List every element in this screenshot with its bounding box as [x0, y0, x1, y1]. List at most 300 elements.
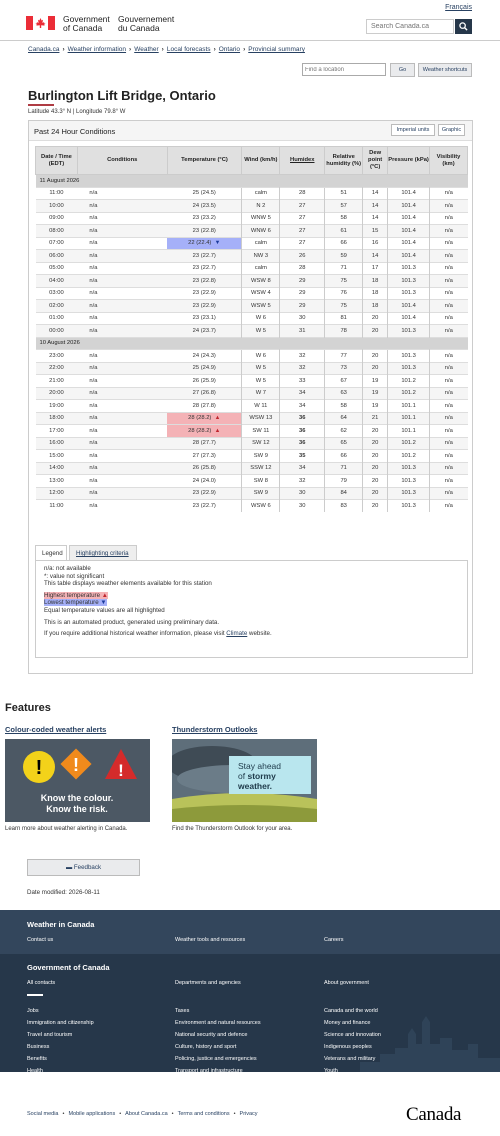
- cell-visibility: n/a: [430, 312, 468, 325]
- cell-dewpoint: 20: [363, 325, 388, 338]
- cell-temperature: [167, 500, 242, 513]
- cell-dewpoint: 19: [363, 400, 388, 413]
- parliament-silhouette: [360, 1014, 500, 1072]
- cell-temperature: [167, 400, 242, 413]
- footer-tools-link[interactable]: Weather tools and resources: [175, 937, 246, 943]
- cell-pressure: 101.4: [388, 312, 430, 325]
- cell-conditions: n/a: [77, 212, 167, 225]
- panel-header: [29, 121, 472, 141]
- gov-fr-line2: du Canada: [118, 23, 160, 33]
- cell-humidex: 28: [280, 262, 325, 275]
- breadcrumb-sep: ›: [129, 46, 132, 53]
- cell-dewpoint: 15: [363, 225, 388, 238]
- cell-humidex: 27: [280, 237, 325, 250]
- temp-value: 23: [192, 290, 200, 297]
- language-toggle-link[interactable]: Français: [445, 4, 472, 11]
- temp-precise: (27.3): [200, 452, 216, 459]
- cell-humidity: 83: [325, 500, 363, 513]
- cell-humidity: 71: [325, 462, 363, 475]
- temp-precise: (24.3): [200, 352, 216, 359]
- cell-time: 09:00: [36, 212, 78, 225]
- cell-conditions: n/a: [77, 425, 167, 438]
- cell-dewpoint: 18: [363, 287, 388, 300]
- temp-value: 23: [192, 227, 200, 234]
- table-header-row: [36, 147, 468, 175]
- breadcrumb: [28, 46, 305, 53]
- cell-dewpoint: 18: [363, 275, 388, 288]
- temp-value: 22: [188, 240, 195, 247]
- footer-careers-link[interactable]: Careers: [324, 937, 344, 943]
- cell-pressure: 101.2: [388, 450, 430, 463]
- cell-dewpoint: 17: [363, 262, 388, 275]
- temp-value: 25: [192, 190, 200, 197]
- breadcrumb-sep: ›: [62, 46, 65, 53]
- cell-conditions: n/a: [77, 225, 167, 238]
- arrow-up-icon: ▲: [211, 427, 221, 434]
- cell-humidity: 66: [325, 237, 363, 250]
- cell-time: 00:00: [36, 325, 78, 338]
- footer-bottom-links: Social media • Mobile applications • About Canada.ca • Terms and conditions • Privacy: [27, 1111, 258, 1117]
- page-title: Burlington Lift Bridge, Ontario: [28, 88, 216, 103]
- cell-pressure: 101.4: [388, 300, 430, 313]
- cell-dewpoint: 20: [363, 425, 388, 438]
- temp-precise: (25.8): [200, 465, 216, 472]
- cell-humidity: 78: [325, 325, 363, 338]
- cell-humidex: 27: [280, 225, 325, 238]
- cell-time: 05:00: [36, 262, 78, 275]
- temp-precise: (22.9): [200, 490, 216, 497]
- cell-temperature: [167, 225, 242, 238]
- footer-link[interactable]: Canada and the world: [324, 1008, 378, 1014]
- cell-wind: W 5: [242, 362, 280, 375]
- thunderstorm-outlooks-link[interactable]: Thunderstorm Outlooks: [172, 725, 258, 734]
- cell-temperature: [167, 350, 242, 363]
- breadcrumb-sep: ›: [243, 46, 246, 53]
- cell-visibility: n/a: [430, 487, 468, 500]
- cell-humidity: 75: [325, 300, 363, 313]
- cell-pressure: 101.1: [388, 400, 430, 413]
- cell-conditions: n/a: [77, 375, 167, 388]
- cell-wind: WNW 6: [242, 225, 280, 238]
- arrow-down-icon: ▼: [211, 240, 221, 247]
- privacy-link[interactable]: Privacy: [239, 1111, 258, 1117]
- footer-link[interactable]: Transport and infrastructure: [175, 1068, 243, 1072]
- footer-link[interactable]: Indigenous peoples: [324, 1044, 372, 1050]
- cell-time: 02:00: [36, 300, 78, 313]
- temp-value: 28: [192, 402, 200, 409]
- cell-time: 06:00: [36, 250, 78, 263]
- col-header-visibility: Visibility (km): [430, 147, 468, 175]
- table-row: [36, 325, 468, 338]
- col-header-wind: Wind (km/h): [242, 147, 280, 175]
- temp-precise: (22.7): [200, 503, 216, 509]
- cell-visibility: n/a: [430, 350, 468, 363]
- cell-pressure: 101.2: [388, 437, 430, 450]
- panel-title: Past 24 Hour Conditions: [34, 127, 116, 136]
- cell-time: 19:00: [36, 400, 78, 413]
- table-row: [36, 387, 468, 400]
- footer-contact-link[interactable]: Contact us: [27, 937, 54, 943]
- gov-fr-line1: Gouvernement: [118, 14, 175, 24]
- footer-link[interactable]: Jobs: [27, 1008, 39, 1014]
- cell-pressure: 101.3: [388, 500, 430, 513]
- svg-text:!: !: [73, 755, 79, 775]
- cell-humidex: 33: [280, 375, 325, 388]
- f1-caption: Learn more about weather alerting in Canada.: [5, 826, 128, 832]
- cell-dewpoint: 14: [363, 200, 388, 213]
- cell-conditions: n/a: [77, 300, 167, 313]
- cell-visibility: n/a: [430, 187, 468, 200]
- thunderstorm-image[interactable]: [172, 739, 317, 822]
- cell-time: 23:00: [36, 350, 78, 363]
- cell-temperature: [167, 325, 242, 338]
- temp-value: 24: [192, 202, 200, 209]
- cell-conditions: n/a: [77, 475, 167, 488]
- cell-dewpoint: 18: [363, 300, 388, 313]
- canada-wordmark: Canada: [406, 1104, 462, 1125]
- cell-pressure: 101.3: [388, 275, 430, 288]
- cell-humidex: 35: [280, 450, 325, 463]
- cell-temperature: [167, 250, 242, 263]
- cell-wind: WSW 13: [242, 412, 280, 425]
- cell-pressure: 101.4: [388, 250, 430, 263]
- cell-visibility: n/a: [430, 425, 468, 438]
- cell-temperature: [167, 262, 242, 275]
- footer-link[interactable]: Travel and tourism: [27, 1032, 73, 1038]
- cell-time: 13:00: [36, 475, 78, 488]
- cell-conditions: n/a: [77, 325, 167, 338]
- cell-visibility: n/a: [430, 225, 468, 238]
- conditions-table: [35, 146, 468, 512]
- footer-link[interactable]: Policing, justice and emergencies: [175, 1056, 257, 1062]
- cell-pressure: 101.2: [388, 387, 430, 400]
- temp-value: 23: [192, 277, 200, 284]
- cell-humidity: 63: [325, 387, 363, 400]
- cell-dewpoint: 20: [363, 350, 388, 363]
- gov-signature-fr[interactable]: [118, 15, 174, 33]
- table-row: [36, 437, 468, 450]
- cell-humidity: 76: [325, 287, 363, 300]
- table-row: [36, 425, 468, 438]
- temp-value: 27: [192, 452, 200, 459]
- footer-link[interactable]: Benefits: [27, 1056, 47, 1062]
- temp-precise: (23.1): [200, 315, 216, 322]
- footer-divider: [27, 994, 43, 996]
- cell-visibility: n/a: [430, 300, 468, 313]
- search-icon: [459, 22, 468, 31]
- cell-time: 03:00: [36, 287, 78, 300]
- cell-time: 17:00: [36, 425, 78, 438]
- cell-conditions: n/a: [77, 362, 167, 375]
- cell-dewpoint: 19: [363, 387, 388, 400]
- cell-humidex: 29: [280, 287, 325, 300]
- cell-conditions: n/a: [77, 262, 167, 275]
- cell-temperature: [167, 187, 242, 200]
- cell-temperature: [167, 387, 242, 400]
- temp-precise: (24.5): [200, 190, 216, 197]
- cell-humidex: 30: [280, 500, 325, 513]
- table-row: [36, 187, 468, 200]
- table-row: [36, 475, 468, 488]
- cell-wind: NW 3: [242, 250, 280, 263]
- cell-humidex: 30: [280, 312, 325, 325]
- legend-info: This table displays weather elements available for this station: [44, 580, 212, 588]
- cell-humidity: 61: [325, 225, 363, 238]
- cell-time: 15:00: [36, 450, 78, 463]
- cell-humidex: 34: [280, 400, 325, 413]
- temp-value: 26: [192, 377, 200, 384]
- cell-temperature: [167, 487, 242, 500]
- cell-wind: SW 12: [242, 437, 280, 450]
- table-row: [36, 275, 468, 288]
- cell-time: 11:00: [36, 187, 78, 200]
- table-row: [36, 375, 468, 388]
- footer-government: [0, 954, 500, 1072]
- cell-conditions: n/a: [77, 412, 167, 425]
- temp-precise: (26.8): [200, 390, 216, 397]
- cell-temperature: [167, 212, 242, 225]
- temp-value: 28: [192, 440, 200, 447]
- gov-signature-en[interactable]: [63, 15, 110, 33]
- temp-precise: (22.7): [200, 252, 216, 259]
- cell-humidity: 71: [325, 262, 363, 275]
- cell-humidex: 34: [280, 462, 325, 475]
- cell-conditions: n/a: [77, 275, 167, 288]
- cell-time: 18:00: [36, 412, 78, 425]
- cell-wind: N 2: [242, 200, 280, 213]
- temp-precise: (22.8): [200, 227, 216, 234]
- date-label: 10 August 2026: [36, 337, 468, 350]
- legend-lowest-row: [44, 599, 459, 607]
- breadcrumb-ontario[interactable]: Ontario: [218, 46, 241, 53]
- cell-conditions: n/a: [77, 350, 167, 363]
- footer-link[interactable]: Culture, history and sport: [175, 1044, 237, 1050]
- date-modified: Date modified: 2026-08-11: [27, 889, 100, 896]
- table-row: [36, 225, 468, 238]
- arrow-up-icon: ▲: [101, 591, 108, 599]
- breadcrumb-local-forecasts[interactable]: Local forecasts: [166, 46, 211, 53]
- title-underline: [28, 104, 54, 106]
- cell-temperature: [167, 287, 242, 300]
- table-row: [36, 462, 468, 475]
- temp-value: 24: [192, 327, 200, 334]
- legend-na: n/a: not available: [44, 565, 91, 572]
- cell-temperature: [167, 312, 242, 325]
- footer-link[interactable]: Immigration and citizenship: [27, 1020, 94, 1026]
- cell-dewpoint: 19: [363, 375, 388, 388]
- temp-value: 23: [192, 490, 200, 497]
- cell-conditions: n/a: [77, 187, 167, 200]
- cell-pressure: 101.3: [388, 350, 430, 363]
- search-button[interactable]: [455, 19, 472, 34]
- temp-precise: (23.2): [200, 215, 216, 222]
- temp-value: 25: [192, 365, 200, 372]
- f2-caption: Find the Thunderstorm Outlook for your area.: [172, 826, 293, 832]
- cell-humidity: 73: [325, 362, 363, 375]
- cell-wind: SW 9: [242, 487, 280, 500]
- cell-wind: W 6: [242, 350, 280, 363]
- alert-icons-graphic: [5, 739, 150, 822]
- colour-coded-alerts-link[interactable]: Colour-coded weather alerts: [5, 725, 107, 734]
- footer-link[interactable]: Environment and natural resources: [175, 1020, 261, 1026]
- cell-wind: W 5: [242, 375, 280, 388]
- cell-humidity: 65: [325, 437, 363, 450]
- table-row: [36, 487, 468, 500]
- cell-visibility: n/a: [430, 437, 468, 450]
- cell-visibility: n/a: [430, 462, 468, 475]
- cell-dewpoint: 20: [363, 487, 388, 500]
- cell-humidex: 28: [280, 187, 325, 200]
- footer-link[interactable]: Science and innovation: [324, 1032, 381, 1038]
- table-row: [36, 450, 468, 463]
- cell-visibility: n/a: [430, 250, 468, 263]
- svg-text:!: !: [118, 761, 124, 780]
- temp-value: 24: [192, 477, 200, 484]
- mobile-apps-link[interactable]: Mobile applications: [68, 1111, 116, 1117]
- cell-pressure: 101.4: [388, 200, 430, 213]
- table-row: [36, 200, 468, 213]
- legend-lowest: Lowest temperature ▼: [44, 599, 107, 607]
- table-row: [36, 237, 468, 250]
- f2-img-line2a: of: [238, 771, 246, 781]
- cell-pressure: 101.3: [388, 262, 430, 275]
- breadcrumb-canada[interactable]: Canada.ca: [28, 46, 60, 53]
- terms-link[interactable]: Terms and conditions: [177, 1111, 230, 1117]
- tab-legend[interactable]: Legend: [35, 545, 67, 561]
- cell-wind: SW 11: [242, 425, 280, 438]
- cell-temperature: [167, 237, 242, 250]
- cell-wind: calm: [242, 262, 280, 275]
- cell-time: 01:00: [36, 312, 78, 325]
- cell-temperature: [167, 437, 242, 450]
- footer-link[interactable]: Veterans and military: [324, 1056, 376, 1062]
- social-media-link[interactable]: Social media: [27, 1111, 59, 1117]
- footer-about-gov-link[interactable]: About government: [324, 980, 369, 986]
- table-row: [36, 287, 468, 300]
- table-row: [36, 412, 468, 425]
- cell-visibility: n/a: [430, 362, 468, 375]
- cell-time: 10:00: [36, 200, 78, 213]
- cell-dewpoint: 20: [363, 450, 388, 463]
- temp-precise: (23.7): [200, 327, 216, 334]
- legend-highest: Highest temperature ▲: [44, 591, 108, 599]
- cell-wind: WSW 5: [242, 300, 280, 313]
- footer-link[interactable]: Health: [27, 1068, 43, 1072]
- cell-temperature: [167, 200, 242, 213]
- cell-conditions: n/a: [77, 500, 167, 513]
- cell-wind: SW 9: [242, 450, 280, 463]
- cell-visibility: n/a: [430, 275, 468, 288]
- temp-precise: (22.7): [200, 265, 216, 272]
- cell-wind: calm: [242, 237, 280, 250]
- imperial-units-button[interactable]: Imperial units: [391, 124, 435, 136]
- footer-link[interactable]: Taxes: [175, 1008, 190, 1014]
- cell-temperature: [167, 412, 242, 425]
- table-row: [36, 300, 468, 313]
- cell-humidity: 77: [325, 350, 363, 363]
- cell-dewpoint: 14: [363, 187, 388, 200]
- cell-visibility: n/a: [430, 375, 468, 388]
- cell-dewpoint: 21: [363, 412, 388, 425]
- weather-shortcuts-button[interactable]: Weather shortcuts: [418, 63, 472, 77]
- cell-conditions: n/a: [77, 462, 167, 475]
- cell-pressure: 101.3: [388, 462, 430, 475]
- legend-automated: This is an automated product, generated using preliminary data.: [44, 618, 220, 626]
- lat-lon-text: Latitude 43.3° N | Longitude 79.8° W: [28, 109, 126, 115]
- cell-humidex: 31: [280, 325, 325, 338]
- cell-pressure: 101.2: [388, 375, 430, 388]
- col-header-humidex-link[interactable]: Humidex: [280, 147, 325, 175]
- arrow-down-icon: ▼: [100, 599, 107, 607]
- cell-wind: SSW 12: [242, 462, 280, 475]
- cell-conditions: n/a: [77, 437, 167, 450]
- table-row: [36, 312, 468, 325]
- temp-precise: (27.8): [200, 402, 216, 409]
- climate-link[interactable]: Climate: [226, 630, 248, 638]
- cell-dewpoint: 20: [363, 362, 388, 375]
- footer-link[interactable]: Youth: [324, 1068, 338, 1072]
- temp-value: 23: [192, 302, 200, 309]
- cell-humidity: 64: [325, 412, 363, 425]
- find-location-input[interactable]: [302, 63, 386, 76]
- footer-link[interactable]: National security and defence: [175, 1032, 248, 1038]
- feedback-button[interactable]: ▬ Feedback: [27, 859, 140, 876]
- temp-precise: (22.4): [196, 240, 212, 247]
- weather-alerts-image[interactable]: [5, 739, 150, 822]
- legend-star: *: value not significant: [44, 572, 105, 580]
- tab-highlighting-criteria[interactable]: Highlighting criteria: [69, 545, 137, 561]
- breadcrumb-weather-information[interactable]: Weather information: [67, 46, 127, 53]
- temp-value: 23: [192, 315, 200, 322]
- footer-departments-link[interactable]: Departments and agencies: [175, 980, 241, 986]
- cell-humidex: 32: [280, 350, 325, 363]
- about-canada-link[interactable]: About Canada.ca: [125, 1111, 168, 1117]
- footer-link[interactable]: Money and finance: [324, 1020, 371, 1026]
- cell-conditions: n/a: [77, 312, 167, 325]
- cell-pressure: 101.3: [388, 475, 430, 488]
- footer-all-contacts-link[interactable]: All contacts: [27, 980, 56, 986]
- col-header-datetime: Date / Time (EDT): [36, 147, 78, 175]
- col-header-dewpoint: Dew point (°C): [363, 147, 388, 175]
- cell-wind: WNW 5: [242, 212, 280, 225]
- breadcrumb-provincial-summary[interactable]: Provincial summary: [248, 46, 305, 53]
- temp-precise: (25.9): [200, 377, 216, 384]
- search-input[interactable]: [366, 19, 454, 34]
- table-row: [36, 350, 468, 363]
- cell-visibility: n/a: [430, 262, 468, 275]
- table-row: [36, 400, 468, 413]
- cell-conditions: n/a: [77, 387, 167, 400]
- temp-precise: (27.7): [200, 440, 216, 447]
- footer-link[interactable]: Business: [27, 1044, 50, 1050]
- cell-conditions: n/a: [77, 250, 167, 263]
- legend-equal: Equal temperature values are all highlighted: [44, 606, 165, 614]
- cell-pressure: 101.3: [388, 287, 430, 300]
- cell-visibility: n/a: [430, 475, 468, 488]
- cell-humidity: 79: [325, 475, 363, 488]
- temp-precise: (22.9): [200, 290, 216, 297]
- date-label: 11 August 2026: [36, 175, 468, 188]
- go-button[interactable]: Go: [390, 63, 415, 77]
- breadcrumb-weather[interactable]: Weather: [134, 46, 159, 53]
- svg-text:!: !: [35, 757, 43, 779]
- cell-conditions: n/a: [77, 200, 167, 213]
- cell-time: 04:00: [36, 275, 78, 288]
- cell-time: 07:00: [36, 237, 78, 250]
- cell-wind: W 5: [242, 325, 280, 338]
- graphic-button[interactable]: Graphic: [438, 124, 465, 136]
- table-row: [36, 212, 468, 225]
